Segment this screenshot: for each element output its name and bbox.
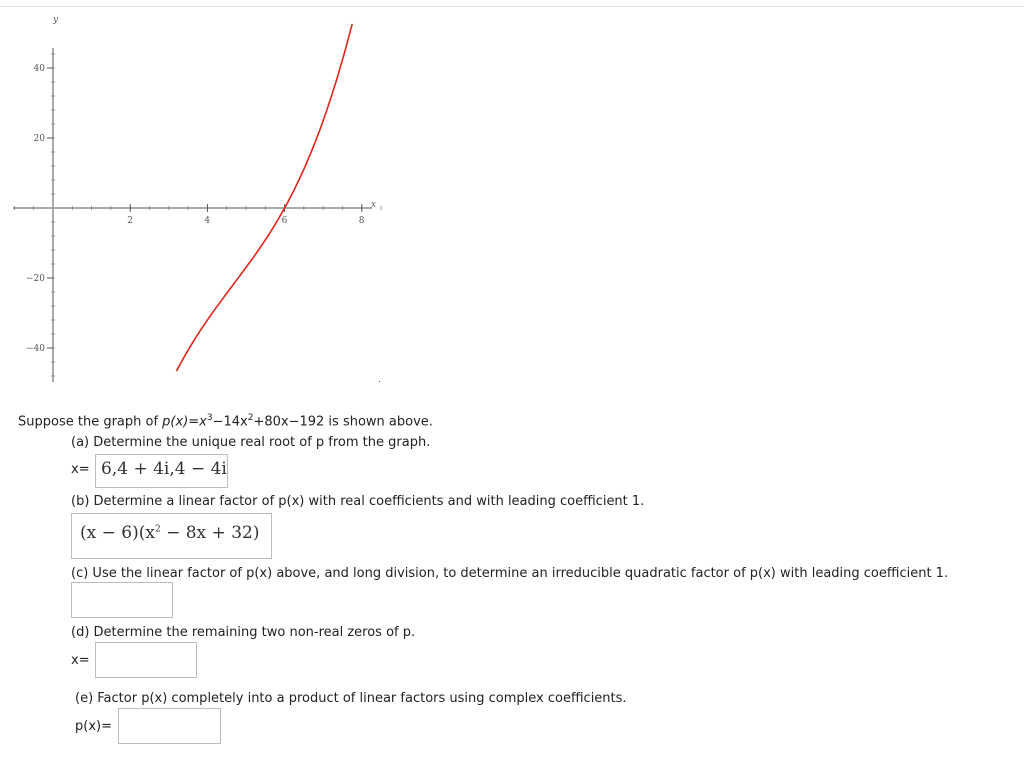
part-e-answer-field[interactable] [118, 708, 221, 744]
part-d-question: (d) Determine the remaining two non-real zeros of p. [71, 625, 416, 640]
intro-mid: −14x [212, 414, 248, 430]
x-tick-label-6: 6 [281, 216, 288, 226]
problem-intro [18, 413, 433, 429]
y-axis-label: y [53, 15, 59, 25]
part-b-question: (b) Determine a linear factor of p(x) with real coefficients and with leading coefficient 1. [71, 494, 645, 509]
intro-pre: Suppose the graph of [18, 414, 163, 430]
intro-exp2: 2 [247, 413, 254, 423]
part-c-answer-field[interactable] [71, 582, 173, 618]
intro-post: +80x−192 is shown above. [253, 414, 433, 430]
x-tick-label-2: 2 [127, 216, 133, 226]
b-answer-exp: 2 [154, 524, 161, 535]
part-d-label: x= [71, 653, 90, 668]
part-a-question: (a) Determine the unique real root of p from the graph. [71, 435, 431, 450]
part-a-label: x= [71, 462, 90, 477]
curve-p-of-x [177, 24, 353, 371]
b-answer-part2: − 8x + 32) [160, 523, 260, 543]
b-answer-part1: (x − 6)(x [80, 523, 155, 543]
function-graph [0, 0, 400, 400]
part-a-answer-field[interactable]: 6,4 + 4i,4 − 4i [95, 454, 228, 488]
intro-func: p(x)=x [162, 414, 207, 430]
part-b-answer-field[interactable] [71, 513, 272, 559]
y-tick-label-40: 40 [33, 64, 45, 74]
y-tick-label-20: 20 [33, 134, 45, 144]
y-tick-label--40: −40 [26, 344, 45, 354]
part-e-question: (e) Factor p(x) completely into a product of linear factors using complex coefficients. [75, 691, 627, 706]
part-c-question: (c) Use the linear factor of p(x) above, and long division, to determine an irreducible quadratic factor of p(x) with leading coefficient 1. [71, 566, 949, 581]
part-d-answer-field[interactable] [95, 642, 197, 678]
stray-dot: . [378, 375, 381, 385]
x-tick-label-8: 8 [358, 216, 365, 226]
part-e-label: p(x)= [75, 719, 112, 734]
x-axis-label: x [371, 200, 377, 210]
y-tick-label--20: −20 [26, 274, 45, 284]
intro-exp1: 3 [206, 413, 213, 423]
x-tick-label-4: 4 [204, 216, 211, 226]
